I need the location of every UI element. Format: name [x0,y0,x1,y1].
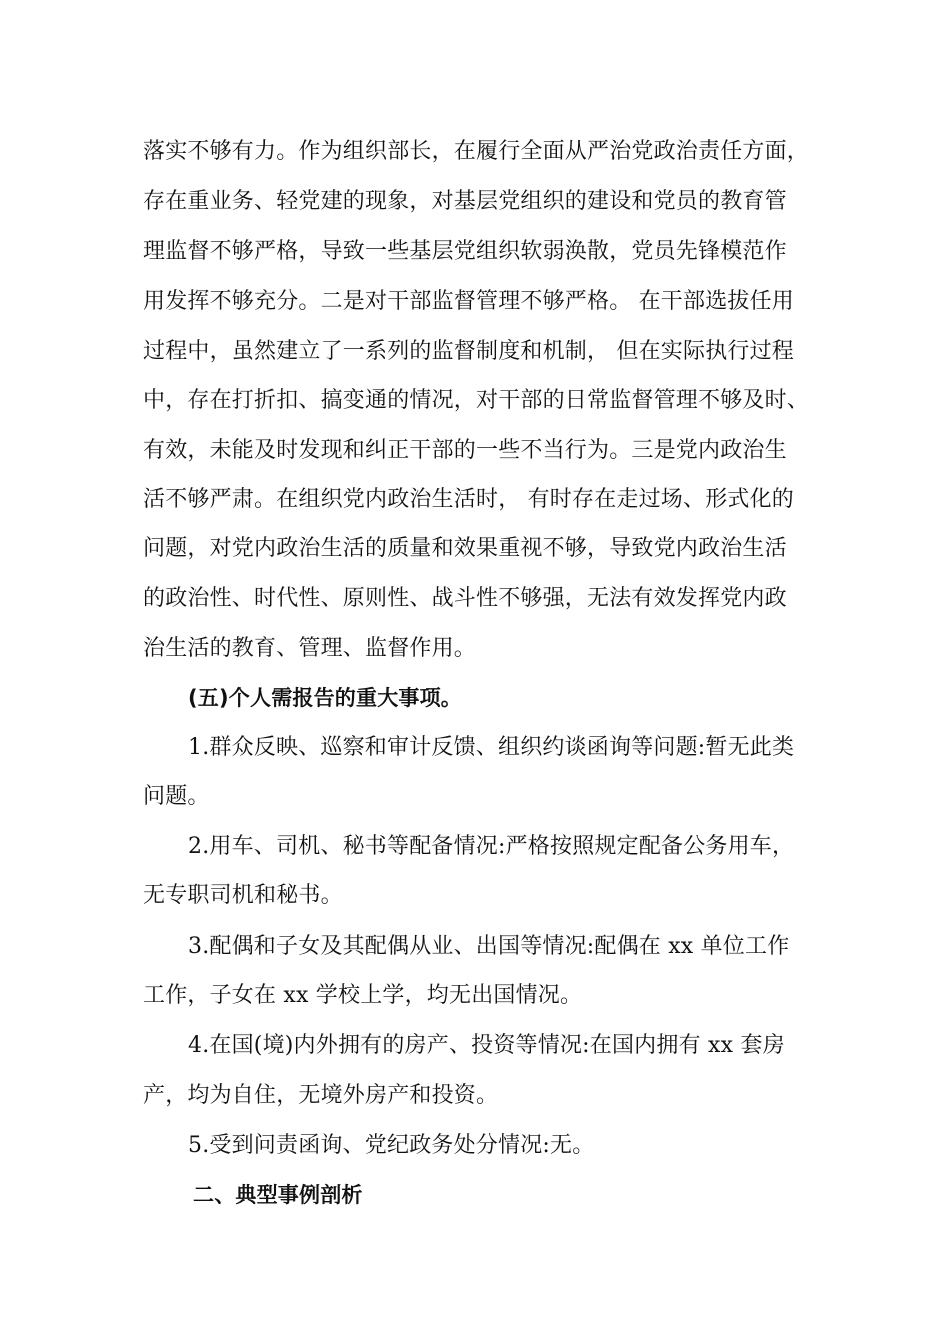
paragraph-line: 存在重业务、轻党建的现象，对基层党组织的建设和党员的教育管 [143,189,787,214]
report-item-1-cont: 问题。 [143,784,210,809]
report-item-2-cont: 无专职司机和秘书。 [143,883,343,908]
paragraph-line: 有效，未能及时发现和纠正干部的一些不当行为。三是党内政治生 [143,438,787,463]
paragraph-line: 问题，对党内政治生活的质量和效果重视不够，导致党内政治生活 [143,536,787,561]
paragraph-line: 落实不够有力。作为组织部长，在履行全面从严治党政治责任方面， [143,139,810,164]
report-item-3-cont: 工作，子女在 xx 学校上学，均无出国情况。 [143,983,583,1008]
paragraph-line: 过程中，虽然建立了一系列的监督制度和机制， 但在实际执行过程 [143,339,794,364]
paragraph-line: 治生活的教育、管理、监督作用。 [143,636,477,661]
section-heading-2: 二、典型事例剖析 [193,1183,363,1207]
report-item-1: 1.群众反映、巡察和审计反馈、组织约谈函询等问题:暂无此类 [188,735,795,760]
paragraph-line: 理监督不够严格，导致一些基层党组织软弱涣散，党员先锋模范作 [143,239,787,264]
report-item-2: 2.用车、司机、秘书等配备情况:严格按照规定配备公务用车， [188,834,795,859]
section-heading-5: (五)个人需报告的重大事项。 [188,686,462,710]
paragraph-line: 用发挥不够充分。二是对干部监督管理不够严格。 在干部选拔任用 [143,289,794,314]
paragraph-line: 的政治性、时代性、原则性、战斗性不够强，无法有效发挥党内政 [143,586,787,611]
paragraph-line: 活不够严肃。在组织党内政治生活时， 有时存在走过场、形式化的 [143,487,794,512]
report-item-3: 3.配偶和子女及其配偶从业、出国等情况:配偶在 xx 单位工作 [188,934,790,959]
report-item-4: 4.在国(境)内外拥有的房产、投资等情况:在国内拥有 xx 套房 [188,1033,785,1058]
report-item-4-cont: 产，均为自住，无境外房产和投资。 [143,1083,499,1108]
paragraph-line: 中，存在打折扣、搞变通的情况，对干部的日常监督管理不够及时、 [143,388,810,413]
report-item-5: 5.受到问责函询、党纪政务处分情况:无。 [188,1133,595,1158]
